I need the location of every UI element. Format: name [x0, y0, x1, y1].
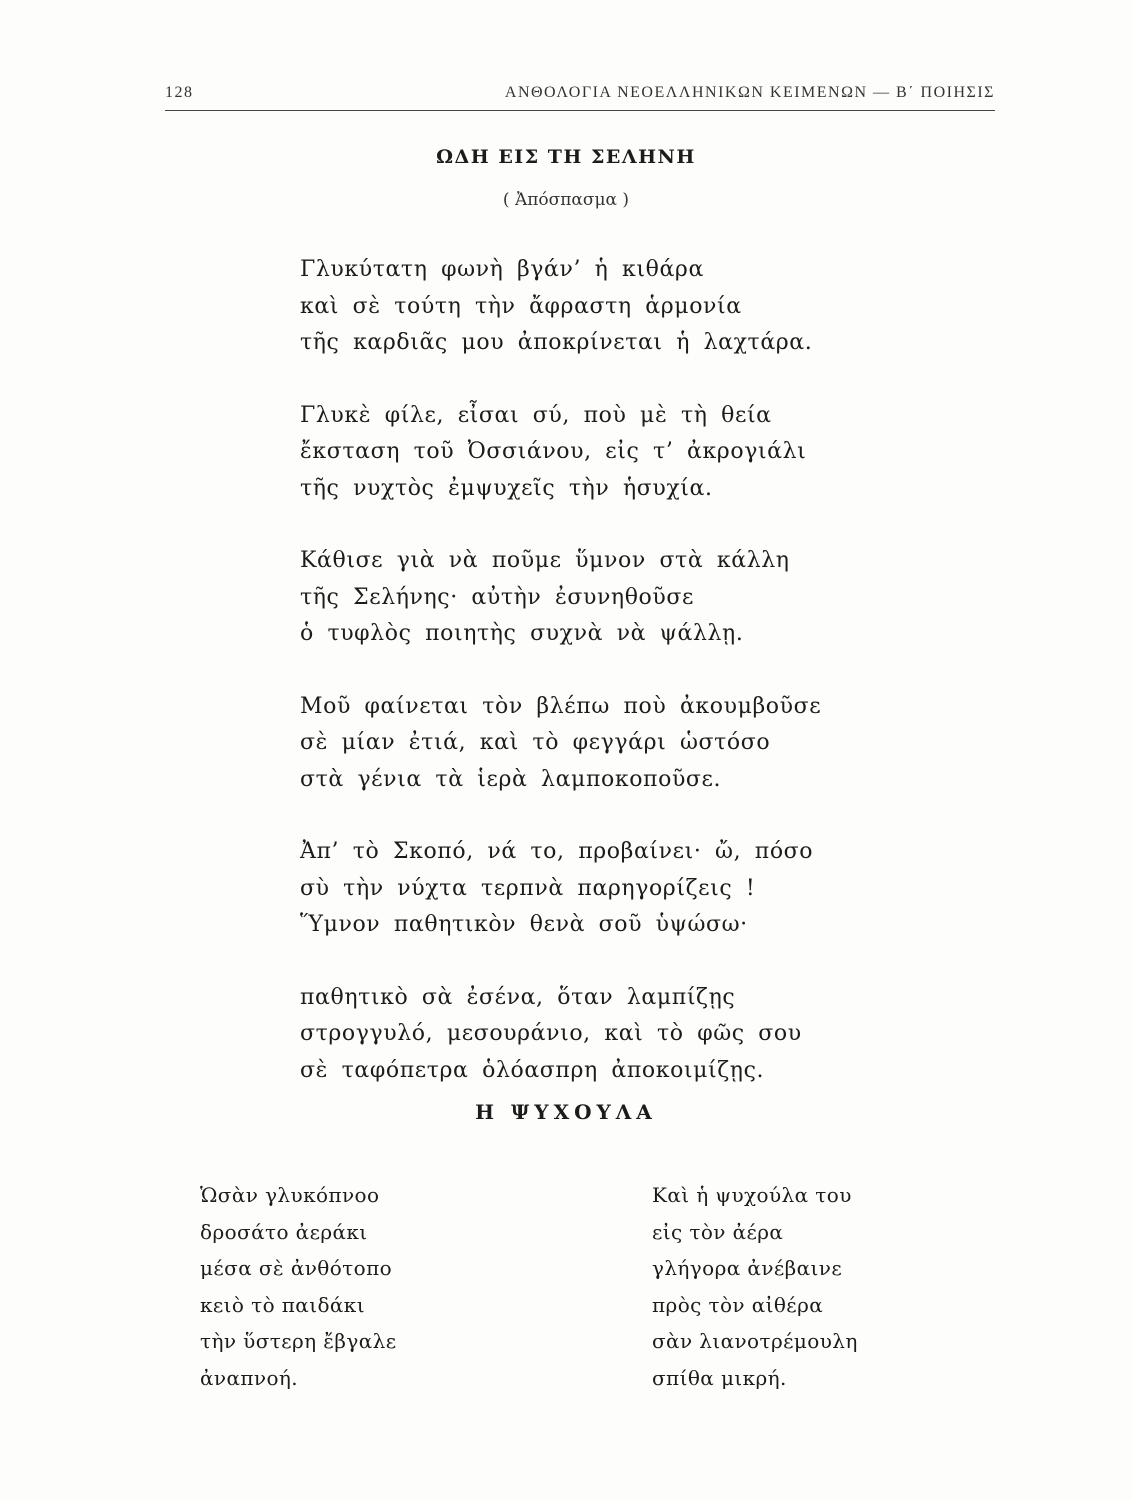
verse-line: τῆς καρδιᾶς μου ἀποκρίνεται ἡ λαχτάρα.: [300, 330, 813, 355]
verse-line: Γλυκὲ φίλε, εἶσαι σύ, ποὺ μὲ τὴ θεία: [300, 402, 772, 428]
verse-line: τῆς Σελήνης· αὐτὴν ἐσυνηθοῦσε: [300, 584, 694, 610]
verse-line: δροσάτο ἀεράκι: [200, 1219, 368, 1244]
poem-title-ode: ΩΔΗ ΕΙΣ ΤΗ ΣΕΛΗΝΗ: [436, 146, 696, 168]
verse-line: παθητικὸ σὰ ἐσένα, ὅταν λαμπίζῃς: [300, 984, 736, 1010]
verse-line: γλήγορα ἀνέβαινε: [652, 1256, 843, 1280]
poem-psychoula-right-column: [652, 1177, 858, 1396]
running-head: [165, 80, 995, 104]
verse-line: ἀναπνοή.: [200, 1365, 299, 1390]
verse-line: μέσα σὲ ἀνθότοπο: [200, 1256, 393, 1280]
stanza: [300, 252, 860, 362]
stanza: [300, 543, 860, 653]
stanza: [300, 398, 860, 508]
verse-line: κειὸ τὸ παιδάκι: [200, 1292, 365, 1317]
page-number: 128: [165, 84, 194, 101]
verse-line: καὶ σὲ τούτη τὴν ἄφραστη ἁρμονία: [300, 293, 742, 319]
verse-line: στρογγυλό, μεσουράνιο, καὶ τὸ φῶς σου: [300, 1021, 802, 1046]
verse-line: Κάθισε γιὰ νὰ ποῦμε ὕμνον στὰ κάλλη: [300, 548, 790, 573]
poem-title-psychoula: Η ΨΥΧΟΥΛΑ: [475, 1100, 657, 1124]
verse-line: πρὸς τὸν αἰθέρα: [652, 1292, 824, 1317]
poem-ode-body: [300, 252, 860, 1125]
verse-line: σπίθα μικρή.: [652, 1365, 787, 1390]
verse-line: στὰ γένια τὰ ἱερὰ λαμποκοποῦσε.: [300, 766, 722, 792]
verse-line: σὲ ταφόπετρα ὁλόασπρη ἀποκοιμίζῃς.: [300, 1057, 765, 1083]
verse-line: σὲ μίαν ἐτιά, καὶ τὸ φεγγάρι ὡστόσο: [300, 730, 771, 755]
verse-line: Ἀπ’ τὸ Σκοπό, νά το, προβαίνει· ὤ, πόσο: [300, 839, 814, 864]
verse-line: Καὶ ἡ ψυχούλα του: [652, 1183, 852, 1207]
stanza: [300, 980, 860, 1090]
verse-line: εἰς τὸν ἀέρα: [652, 1219, 784, 1244]
verse-line: σὰν λιανοτρέμουλη: [652, 1329, 858, 1353]
verse-line: Ὡσὰν γλυκόπνοο: [200, 1183, 380, 1207]
poem-subtitle: ( Ἀπόσπασμα ): [502, 190, 630, 210]
poem-psychoula-left-column: [200, 1177, 397, 1396]
verse-line: σὺ τὴν νύχτα τερπνὰ παρηγορίζεις !: [300, 875, 756, 901]
stanza: [300, 834, 860, 944]
verse-line: Μοῦ φαίνεται τὸν βλέπω ποὺ ἀκουμβοῦσε: [300, 693, 822, 719]
verse-line: τὴν ὕστερη ἔβγαλε: [200, 1329, 397, 1353]
verse-line: Γλυκύτατη φωνὴ βγάν’ ἡ κιθάρα: [300, 257, 704, 282]
stanza: [300, 689, 860, 799]
verse-line: ἔκσταση τοῦ Ὀσσιάνου, εἰς τ’ ἀκρογιάλι: [300, 439, 807, 464]
verse-line: ὁ τυφλὸς ποιητὴς συχνὰ νὰ ψάλλῃ.: [300, 621, 744, 646]
verse-line: τῆς νυχτὸς ἐμψυχεῖς τὴν ἡσυχία.: [300, 475, 713, 501]
header-rule: [165, 110, 995, 111]
verse-line: Ὕμνον παθητικὸν θενὰ σοῦ ὑψώσω·: [300, 912, 748, 937]
running-title: ΑΝΘΟΛΟΓΙΑ ΝΕΟΕΛΛΗΝΙΚΩΝ ΚΕΙΜΕΝΩΝ — Β΄ ΠΟΙΗΣΙΣ: [504, 84, 995, 101]
